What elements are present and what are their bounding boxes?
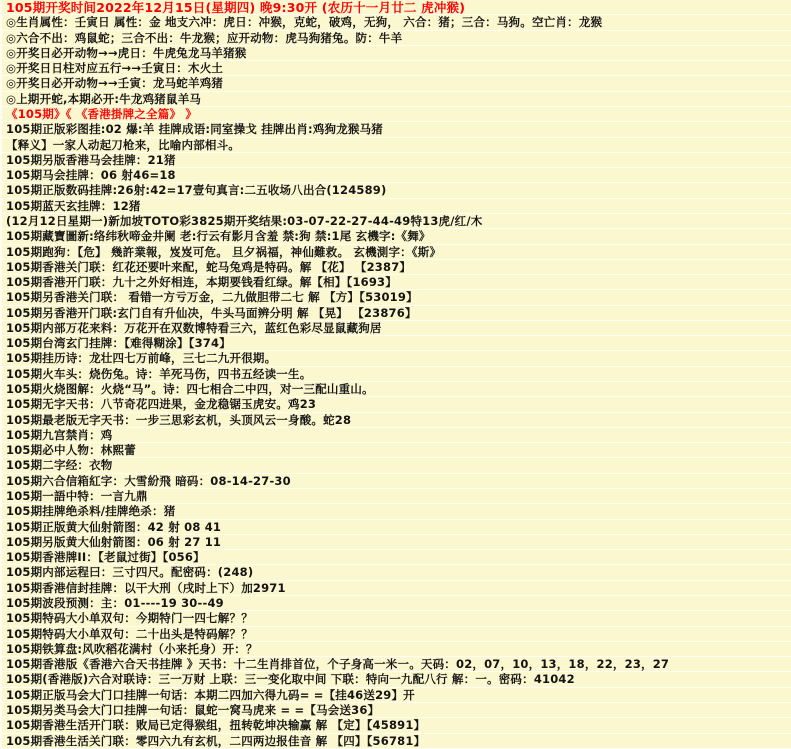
text-line: 105期蓝天玄挂牌：12猪 xyxy=(2,199,791,214)
text-line: 105期波段预测：主：01----19 30--49 xyxy=(2,596,791,611)
text-line: 《105期》《 《香港掛牌之全篇》 》 xyxy=(2,107,791,122)
text-line: 105期正版马会大门口挂牌一句话：本期二四加六得九码= =【挂46送29】开 xyxy=(2,688,791,703)
text-line: 105期另版黄大仙射箭图：06 射 27 11 xyxy=(2,535,791,550)
text-line: 105期铁算盘:风吹稻花满村（小来托身）开：？ xyxy=(2,642,791,657)
text-line: (12月12日星期一)新加坡TOTO彩3825期开奖结果:03-07-22-27-44-49特13虎/红/木 xyxy=(2,214,791,229)
text-line: 105期特码大小单双句：今期特门一四七解？？ xyxy=(2,611,791,626)
text-line: 105期另版香港马会挂牌：21猪 xyxy=(2,153,791,168)
text-line: ◎上期开蛇,本期必开:牛龙鸡猪鼠羊马 xyxy=(2,92,791,107)
text-line: 105期特码大小单双句：二十出头是特码解？？ xyxy=(2,627,791,642)
text-line: 105期挂牌绝杀料/挂牌绝杀：猪 xyxy=(2,504,791,519)
text-line: 105期(香港版)六合对联诗：三一万财 上联：三一变化取中间 下联：特向一九配八行 解：一。密码：41042 xyxy=(2,672,791,687)
text-line: ◎生肖属性：壬寅日 属性：金 地支六冲：虎日：冲猴，克蛇，破鸡，无狗， 六合：猪；三合：马狗。空亡肖：龙猴 xyxy=(2,15,791,30)
text-line: ◎开奖日必开动物→→虎日：牛虎兔龙马羊猪猴 xyxy=(2,46,791,61)
text-line: 105期内部运程曰：三寸四尺。配密码：(248) xyxy=(2,565,791,580)
text-line: 105期另香港开门联:玄门自有升仙决，牛头马面辨分明 解 【晃】 【23876】 xyxy=(2,306,791,321)
text-line: 105期六合信箱紅字：大雪紛飛 暗码：08-14-27-30 xyxy=(2,474,791,489)
text-line: 105期香港牌II：【老鼠过街】【056】 xyxy=(2,550,791,565)
text-line: ◎开奖日必开动物→→壬寅：龙马蛇羊鸡猪 xyxy=(2,76,791,91)
text-line: 105期另香港关门联： 看错一方亏万金，二九做胆带二七 解 【方】【53019】 xyxy=(2,290,791,305)
text-line: 105期香港开门联：九十之外好相连，本期要钱看红绿。解【相】【1693】 xyxy=(2,275,791,290)
text-line: 105期火车头：烧伤兔。诗：羊死马伤，四书五经读一生。 xyxy=(2,367,791,382)
text-line: 105期二字经：衣物 xyxy=(2,458,791,473)
text-line: 105期一語中特：一言九鼎 xyxy=(2,489,791,504)
text-line: 105期最老版无字天书：一步三思彩玄机，头顶风云一身酸。蛇28 xyxy=(2,413,791,428)
text-line: 【释义】一家人动起刀枪来，比喻内部相斗。 xyxy=(2,138,791,153)
text-line: 105期跑狗：【危】 幾許業報，岌岌可危。 旦夕祸福，神仙難救。 玄機測字：《斯》 xyxy=(2,245,791,260)
text-line: 105期马会挂牌：06 射46=18 xyxy=(2,168,791,183)
text-line: 105期九宫禁肖：鸡 xyxy=(2,428,791,443)
text-line: 105期另类马会大门口挂牌一句话：鼠蛇一窝马虎来 = =【马会送36】 xyxy=(2,703,791,718)
text-line: 105期香港生活关门联：零四六九有玄机，二四两边报佳音 解 【四】【56781】 xyxy=(2,734,791,749)
text-line: 105期香港关门联：红花还要叶来配，蛇马兔鸡是特码。解 【花】 【2387】 xyxy=(2,260,791,275)
text-line: 105期香港版《香港六合天书挂牌 》天书：十二生肖排首位，个子身高一米一。天码：02，07，10，13，18，22，23，27 xyxy=(2,657,791,672)
text-line: ◎开奖日日柱对应五行→→壬寅日：木火土 xyxy=(2,61,791,76)
text-line: 105期无字天书：八节奇花四进果，金龙稳锯玉虎安。鸡23 xyxy=(2,397,791,412)
text-line: ◎六合不出：鸡鼠蛇；三合不出：牛龙猴；应开动物：虎马狗猪兔。防：牛羊 xyxy=(2,31,791,46)
text-line: 105期挂历诗：龙壮四七万前峰，三七二九开很期。 xyxy=(2,351,791,366)
text-line: 105期火烧图解：火烧“马”。诗：四七相合二中四，对一三配山重山。 xyxy=(2,382,791,397)
text-line: 105期香港信封挂牌：以干大刑（戌时上下）加2971 xyxy=(2,581,791,596)
text-line: 105期正版彩图挂:02 爆:羊 挂牌成语:同室操戈 挂牌出肖:鸡狗龙猴马猪 xyxy=(2,122,791,137)
text-line: 105期台湾玄门挂牌：【难得糊涂】【374】 xyxy=(2,336,791,351)
content-lines xyxy=(2,0,791,749)
text-line: 105期必中人物：林熙蕾 xyxy=(2,443,791,458)
text-line: 105期开奖时间2022年12月15日(星期四) 晚9:30开 (农历十一月廿二 虎冲猴) xyxy=(2,0,791,15)
text-line: 105期香港生活开门联：败局已定得猴组，扭转乾坤决输赢 解 【定】【45891】 xyxy=(2,718,791,733)
text-line: 105期内部万花来料：万花开在双数博特看三六，蓝红色彩尽显鼠藏狗居 xyxy=(2,321,791,336)
text-line: 105期正版数码挂牌:26射:42=17壹句真言:二五收场八出合(124589) xyxy=(2,183,791,198)
text-line: 105期正版黄大仙射箭图：42 射 08 41 xyxy=(2,520,791,535)
text-line: 105期藏寶圖新:络纬秋啼金井阑 老:行云有影月含羞 禁:狗 禁:1尾 玄機字:《舞》 xyxy=(2,229,791,244)
